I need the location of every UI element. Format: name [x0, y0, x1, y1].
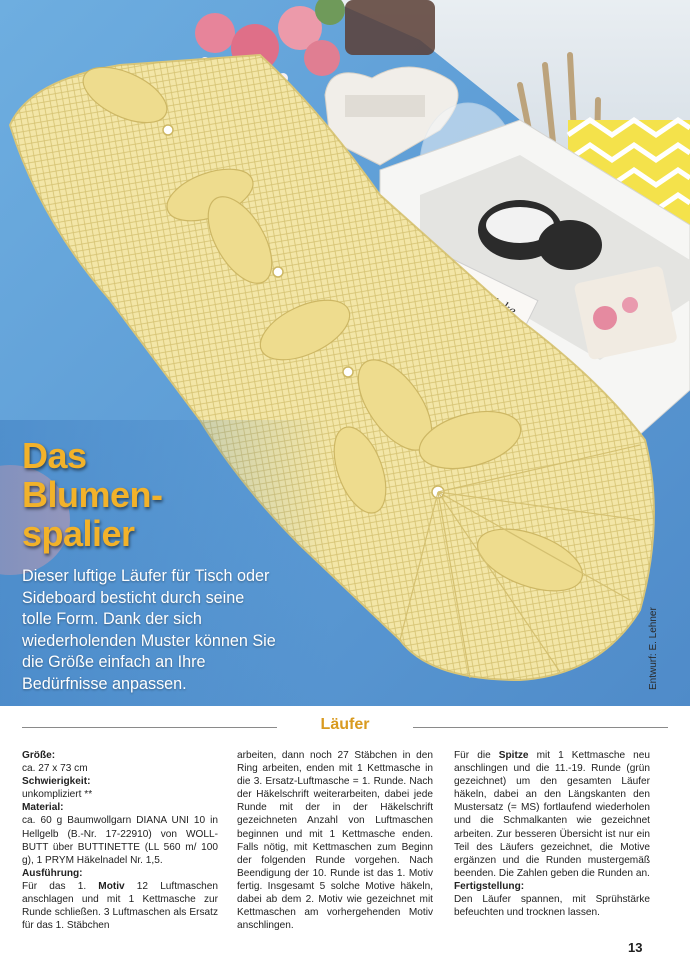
difficulty-value: unkompliziert **	[22, 789, 93, 801]
difficulty-heading: Schwierigkeit:	[22, 776, 91, 788]
hero-intro: Dieser luftige Läufer für Tisch oder Sideboard besticht durch seine tolle Form. Dank der sich wiederholenden Muster können Sie die Größe einfach an Ihre Bedürfnisse anpassen.	[22, 567, 276, 693]
finishing-text: Den Läufer spannen, mit Sprühstärke befeuchten und trocknen lassen.	[454, 894, 650, 919]
hero-title	[22, 436, 163, 553]
hero-title-line-1: Das	[22, 435, 87, 476]
page-number: 13	[628, 940, 643, 955]
instructions-text	[22, 880, 218, 932]
hero-title-line-2: Blumen-	[22, 474, 163, 515]
column-2-text: arbeiten, dann noch 27 Stäbchen in den Ring arbeiten, enden mit 1 Kettmasche in die 3. Ersatz-Luftmasche = 1. Runde. Nach der Häkelschrift weiterarbeiten, dabei jede Runde mit der in der Häkelschrift gezeichneten Anzahl von Luftmaschen beginnen und mit 1 Kettmasche enden. Falls nötig, mit Kettmaschen zum Beginn der folgenden Runde vorgehen. Nach Beendigung der 10. Runde ist das 1. Motiv fertig. Insgesamt 5 solche Motive häkeln, dabei ab dem 2. Motiv wie gezeichnet mit Kettmaschen am vorhergehenden Motiv anschlingen.	[237, 750, 433, 932]
instructions-post: 12 Luftmaschen anschlagen und mit 1 Kettmasche zur Runde schließen. 3 Luftmaschen als Ersatz für das 1. Stäbchen	[22, 880, 218, 932]
hero-title-line-3: spalier	[22, 513, 135, 554]
column-2	[237, 749, 433, 932]
instructions-heading: Ausführung:	[22, 867, 83, 879]
material-text: ca. 60 g Baumwollgarn DIANA UNI 10 in Hellgelb (B.-Nr. 17-22910) von WOLL-BUTT über BUTTINETTE (LL 560 m/ 100 g), 1 PRYM Häkelnadel Nr. 1,5.	[22, 815, 218, 866]
size-heading: Größe:	[22, 750, 56, 761]
section-title: Läufer	[320, 716, 370, 733]
instructions-pre: Für das 1.	[22, 880, 99, 892]
column-3	[454, 749, 650, 919]
column-1	[22, 749, 218, 932]
size-value: ca. 27 x 73 cm	[22, 763, 88, 775]
photo-credit: Entwurf: E. Lehner	[648, 607, 659, 690]
lace-edge-pre: Für die	[454, 750, 499, 761]
motif-term: Motiv	[98, 880, 125, 892]
lace-edge-term: Spitze	[498, 750, 529, 761]
lace-edge-text	[454, 749, 650, 880]
finishing-heading: Fertigstellung:	[454, 880, 525, 892]
lace-edge-post: mit 1 Kettmasche neu anschlingen und die 11.-19. Runde (grün gezeichnet) um den gesamten Läufer häkeln, dabei an den Längskanten den Mustersatz (= MS) fortlaufend wiederholen und die Schmalkanten wie gezeichnet arbeiten. Zur besseren Übersicht ist nur ein Teil des Läufers gezeichnet, die Motive ergänzen und die Runden mustergemäß beenden. Die Zahlen geben die Runden an.	[454, 750, 650, 879]
material-heading: Material:	[22, 802, 64, 814]
